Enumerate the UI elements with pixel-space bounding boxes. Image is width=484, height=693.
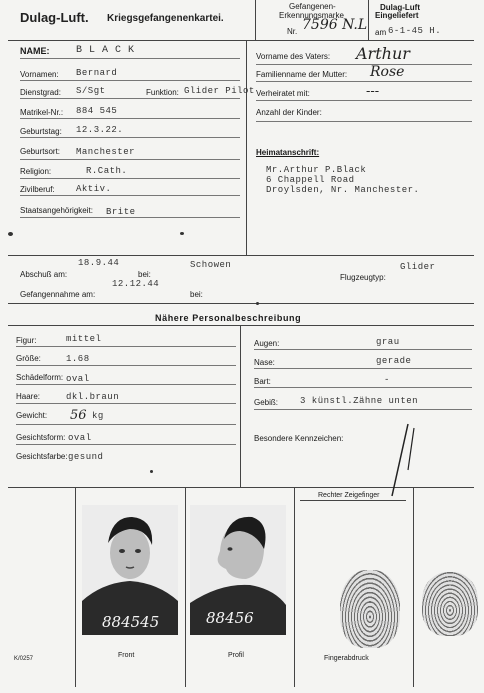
field-rule <box>20 98 240 99</box>
gewicht-unit: kg <box>92 411 104 421</box>
gesichtsform-label: Gesichtsform: <box>16 433 66 442</box>
schaedel-label: Schädelform: <box>16 373 64 382</box>
fingerabdruck-label: Fingerabdruck <box>324 655 369 662</box>
nase-label: Nase: <box>254 358 275 367</box>
profil-label: Profil <box>228 652 244 659</box>
photo-divider <box>75 487 76 687</box>
gewicht-label: Gewicht: <box>16 411 48 420</box>
field-rule <box>254 368 472 369</box>
matrikel-value: 884 545 <box>76 106 118 116</box>
augen-label: Augen: <box>254 339 280 348</box>
card-subtitle: Kriegsgefangenenkartei. <box>107 13 224 24</box>
religion-value: R.Cath. <box>86 166 128 176</box>
dulag-label: Dulag-Luft <box>380 3 420 12</box>
id-tag-label: Gefangenen- <box>289 2 336 11</box>
vornamen-value: Bernard <box>76 68 118 78</box>
section-rule <box>8 255 474 256</box>
gesichtsform-value: oval <box>68 433 92 443</box>
id-tag-label: Erkennungsmarke <box>279 11 344 20</box>
gefangennahme-date: 12.12.44 <box>112 279 160 289</box>
vater-value: Arthur <box>356 44 410 63</box>
abschuss-place: Schowen <box>190 260 232 270</box>
zivilberuf-label: Zivilberuf: <box>20 185 55 194</box>
field-rule <box>16 384 236 385</box>
field-rule <box>20 58 240 59</box>
field-rule <box>20 217 240 218</box>
fingerprint-right-index <box>340 570 400 648</box>
column-divider <box>240 325 241 487</box>
haare-value: dkl.braun <box>66 392 120 402</box>
header-rule <box>8 40 474 41</box>
header-divider <box>255 0 256 40</box>
field-rule <box>254 387 472 388</box>
figur-label: Figur: <box>16 336 37 345</box>
zivilberuf-value: Aktiv. <box>76 184 112 194</box>
field-rule <box>20 178 240 179</box>
staats-label: Staatsangehörigkeit: <box>20 206 93 215</box>
field-rule <box>256 64 472 65</box>
heimat-label: Heimatanschrift: <box>256 148 320 157</box>
groesse-value: 1.68 <box>66 354 90 364</box>
flugzeugtyp-value: Glider <box>400 262 436 272</box>
funktion-value: Glider Pilot <box>184 86 255 96</box>
field-rule <box>16 403 236 404</box>
field-rule <box>254 349 472 350</box>
name-value: B L A C K <box>76 45 135 56</box>
gesichtsfarbe-value: gesund <box>68 452 104 462</box>
abschuss-label: Abschuß am: <box>20 270 68 279</box>
eingeliefert-label: Eingeliefert <box>375 11 419 20</box>
section-rule <box>8 325 474 326</box>
bei-label: bei: <box>190 290 203 299</box>
section-title: Nähere Personalbeschreibung <box>155 313 302 323</box>
vater-label: Vorname des Vaters: <box>256 52 331 61</box>
photo-divider <box>413 487 414 687</box>
section-rule <box>8 303 474 304</box>
geburtsort-label: Geburtsort: <box>20 147 61 156</box>
geburtsort-value: Manchester <box>76 147 136 157</box>
nr-label: Nr. <box>287 27 298 36</box>
photo-divider <box>185 487 186 687</box>
field-rule <box>20 159 240 160</box>
field-rule <box>16 365 236 366</box>
ink-speck <box>8 232 13 236</box>
flugzeugtyp-label: Flugzeugtyp: <box>340 273 386 282</box>
geburtstag-value: 12.3.22. <box>76 125 124 135</box>
column-divider <box>246 40 247 255</box>
mutter-label: Familienname der Mutter: <box>256 70 348 79</box>
field-rule <box>256 100 472 101</box>
field-rule <box>20 80 240 81</box>
gebiss-value: 3 künstl.Zähne unten <box>300 396 419 406</box>
nr-value: 7596 N.L <box>302 17 368 33</box>
geburtstag-label: Geburtstag: <box>20 127 62 136</box>
am-value: 6-1-45 H. <box>388 26 442 36</box>
name-label: NAME: <box>20 46 50 56</box>
verheiratet-label: Verheiratet mit: <box>256 89 310 98</box>
religion-label: Religion: <box>20 167 52 176</box>
kennzeichen-label: Besondere Kennzeichen: <box>254 434 344 443</box>
gesichtsfarbe-label: Gesichtsfarbe: <box>16 452 68 461</box>
bart-value: - <box>384 375 390 385</box>
verheiratet-value: --- <box>366 84 380 99</box>
heimat-line-3: Droylsden, Nr. Manchester. <box>266 185 420 195</box>
field-rule <box>16 444 236 445</box>
dienstgrad-value: S/Sgt <box>76 86 106 96</box>
heimat-line-2: 6 Chappell Road <box>266 175 355 185</box>
field-rule <box>256 81 472 82</box>
zeigefinger-label: Rechter Zeigefinger <box>318 492 380 499</box>
abschuss-date: 18.9.44 <box>78 258 120 268</box>
bei-label: bei: <box>138 270 151 279</box>
vornamen-label: Vornamen: <box>20 70 59 79</box>
photo-divider <box>294 487 295 687</box>
am-label: am <box>375 28 387 37</box>
field-rule <box>254 409 472 410</box>
haare-label: Haare: <box>16 392 41 401</box>
heimat-line-1: Mr.Arthur P.Black <box>266 165 367 175</box>
form-code: K/0257 <box>14 656 34 662</box>
ink-speck <box>256 302 259 305</box>
staats-value: Brite <box>106 207 136 217</box>
mutter-value: Rose <box>370 64 405 80</box>
fingerprint-secondary <box>422 572 478 636</box>
header-divider <box>368 0 369 40</box>
matrikel-label: Matrikel-Nr.: <box>20 108 64 117</box>
field-rule <box>300 500 406 501</box>
nase-value: gerade <box>376 356 412 366</box>
ink-speck <box>180 232 184 235</box>
schaedel-value: oval <box>66 374 90 384</box>
bart-label: Bart: <box>254 377 271 386</box>
field-rule <box>256 121 472 122</box>
profil-photo <box>190 505 286 635</box>
kinder-label: Anzahl der Kinder: <box>256 108 322 117</box>
groesse-label: Größe: <box>16 354 41 363</box>
field-rule <box>16 424 236 425</box>
card-title: Dulag-Luft. <box>20 10 89 25</box>
front-number: 884545 <box>102 613 160 631</box>
field-rule <box>16 346 236 347</box>
gefangennahme-label: Gefangennahme am: <box>20 290 96 299</box>
ink-speck <box>150 470 153 473</box>
funktion-label: Funktion: <box>146 88 179 97</box>
gebiss-label: Gebiß: <box>254 398 279 407</box>
field-rule <box>20 195 240 196</box>
front-label: Front <box>118 652 135 659</box>
field-rule <box>20 118 240 119</box>
figur-value: mittel <box>66 334 102 344</box>
profil-number: 88456 <box>206 609 254 627</box>
dienstgrad-label: Dienstgrad: <box>20 88 61 97</box>
gewicht-value: 56 <box>70 408 87 423</box>
field-rule <box>20 137 240 138</box>
augen-value: grau <box>376 337 400 347</box>
front-photo <box>82 505 178 635</box>
